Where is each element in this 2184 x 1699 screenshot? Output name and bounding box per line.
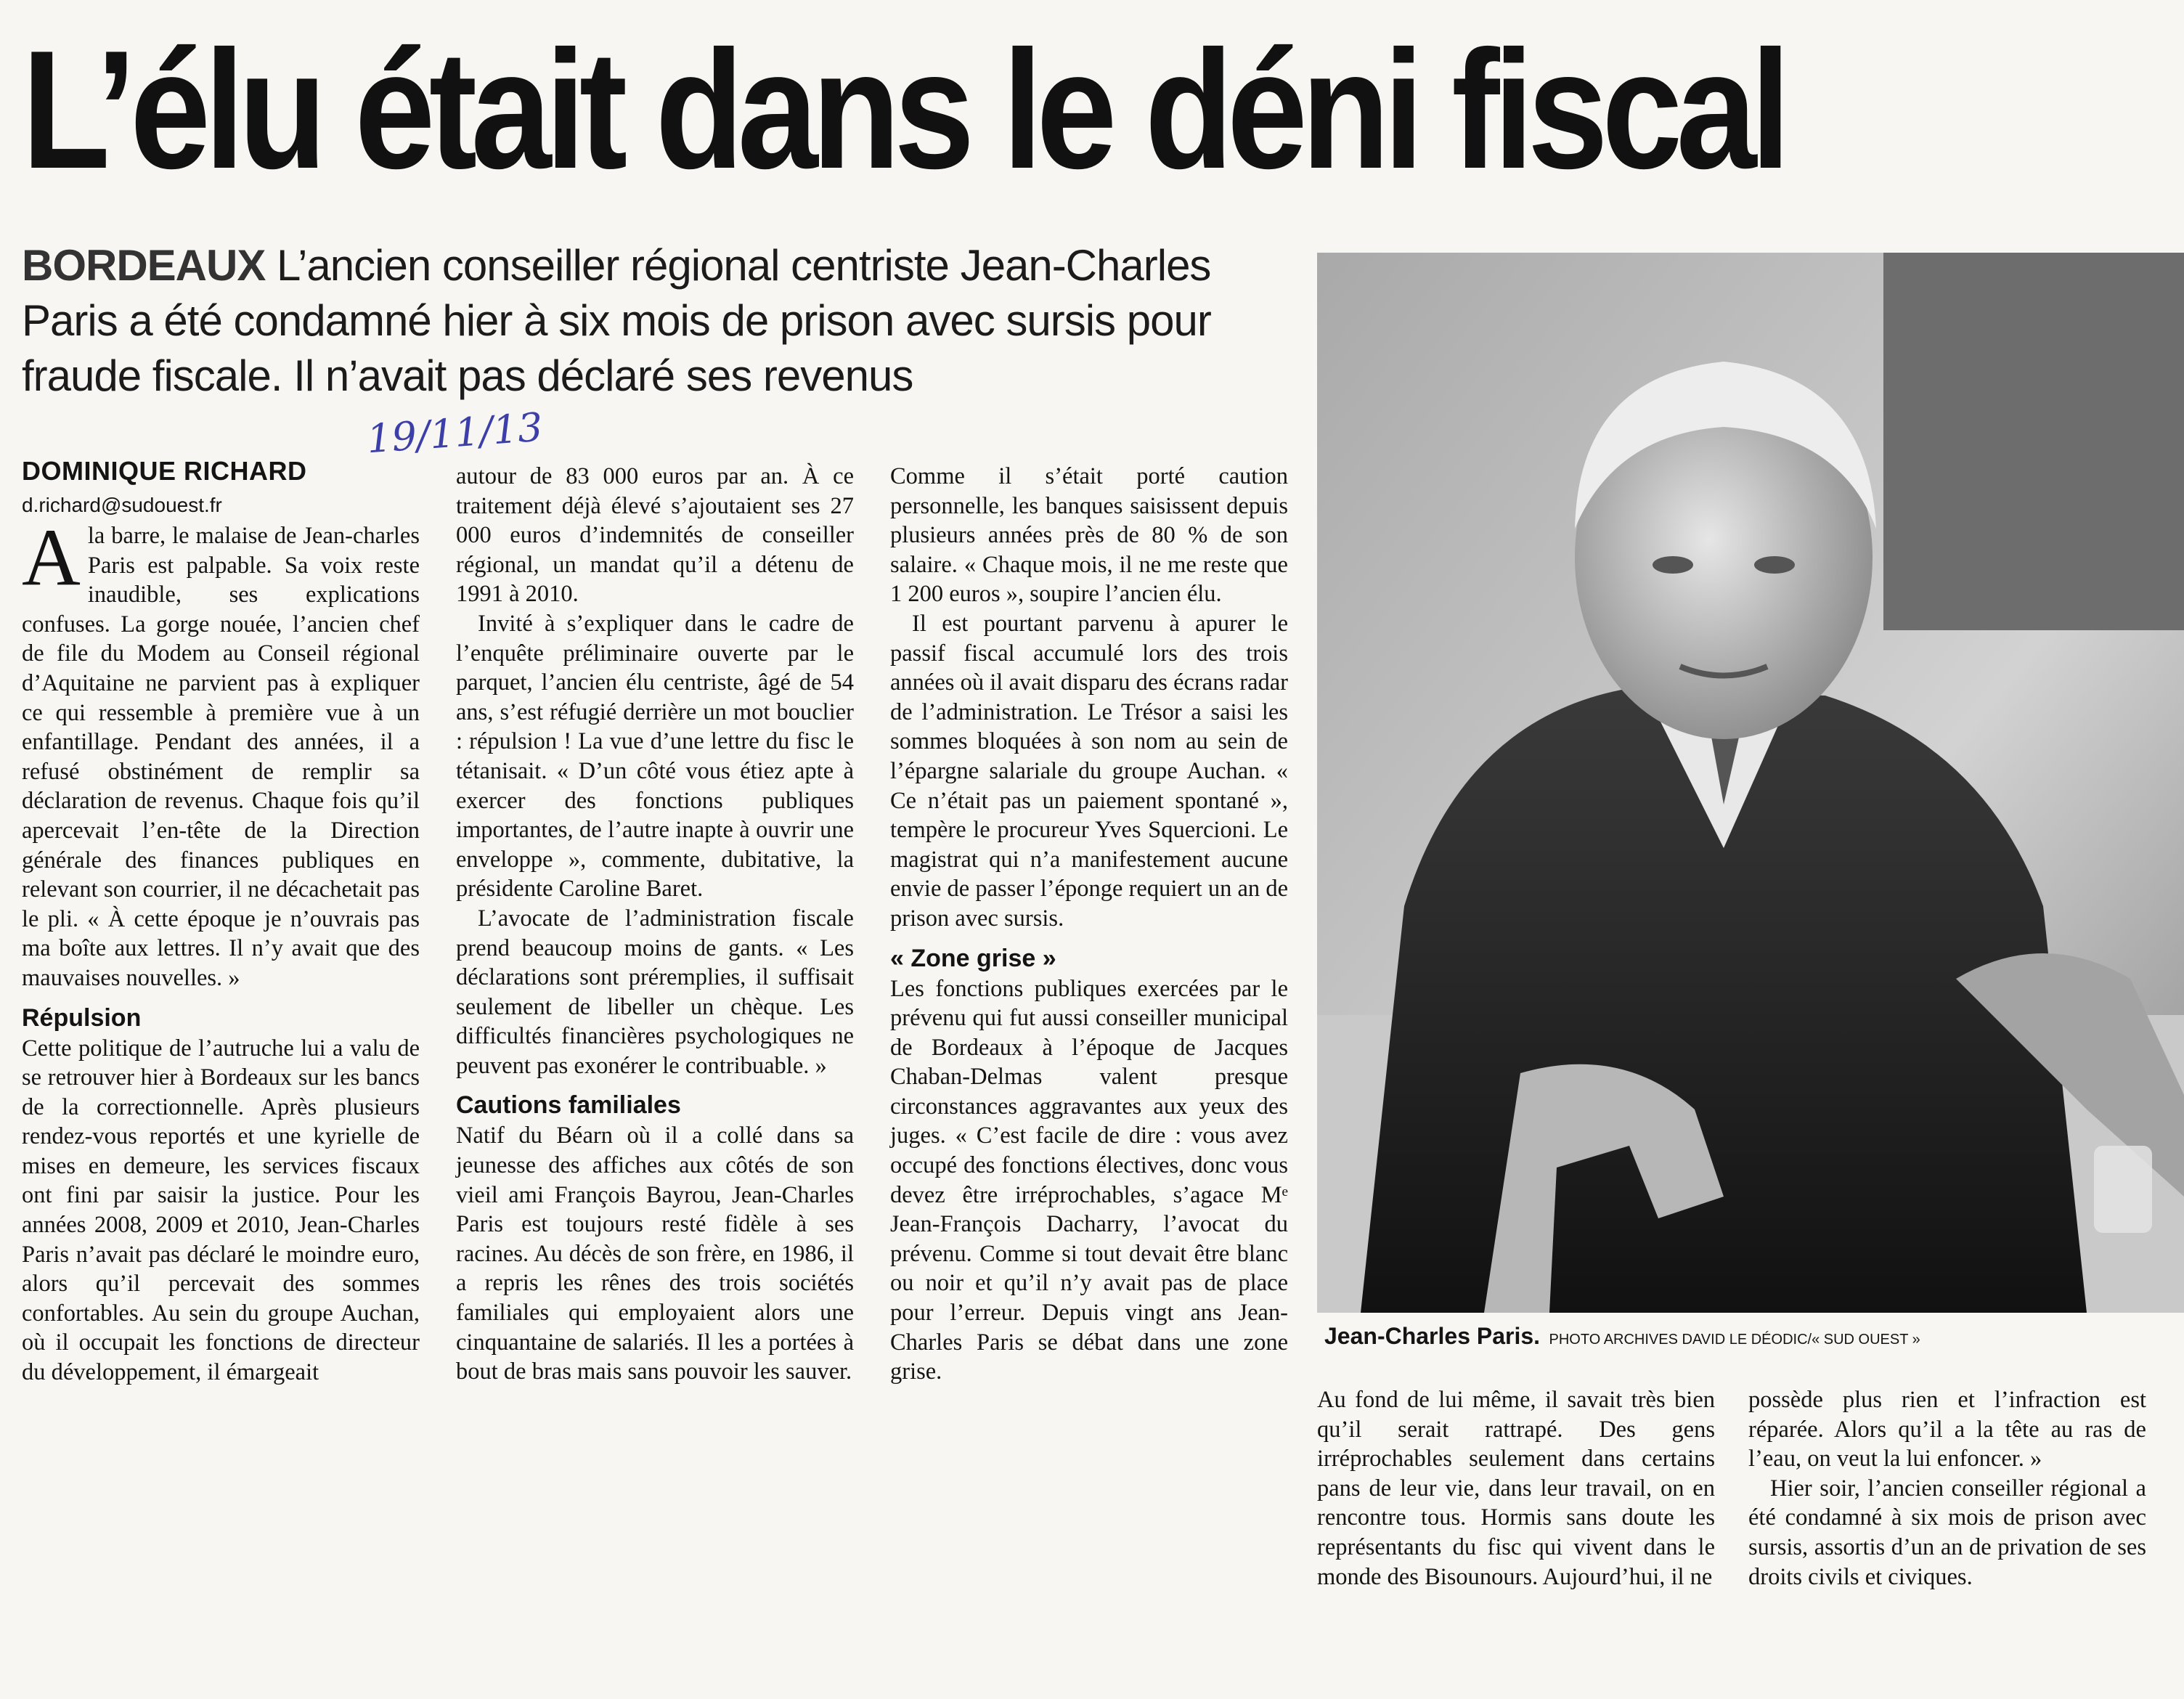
headline: L’élu était dans le déni fiscal <box>22 16 1785 204</box>
subhead <box>22 238 1314 404</box>
article-paragraph: Natif du Béarn où il a collé dans sa jeunesse des affiches aux côtés de son vieil ami François Bayrou, Jean-Charles Paris est toujours resté fidèle à ses racines. Au décès de son frère, en 1986, il a repris les rênes des trois sociétés familiales qui employaient alors une cinquantaine de salariés. Il les a portées à bout de bras mais sans pouvoir les sauver. <box>456 1123 854 1385</box>
section-heading-zone-grise: « Zone grise » <box>890 944 1056 972</box>
article-paragraph: Au fond de lui même, il savait très bien qu’il serait rattrapé. Des gens irréprochables seulement dans certains pans de leur vie, dans leur travail, on en rencontre tous. Hormis sans doute les représentants du fisc qui vivent dans le monde des Bisounours. Aujourd’hui, il ne <box>1317 1387 1715 1590</box>
article-column-2 <box>456 462 854 1387</box>
photo-caption <box>1324 1323 2181 1350</box>
article-paragraph <box>22 513 420 993</box>
article-column-3 <box>890 462 1288 1387</box>
article-paragraph: Il est pourtant parvenu à apurer le passif fiscal accumulé lors des trois années où il avait disparu des écrans radar de l’administration. Le Trésor a saisi les sommes bloquées à son nom au sein de l’épargne salariale du groupe Auchan. « Ce n’était pas un paiement spontané », tempère le procureur Yves Squercioni. Le magistrat qui n’a manifestement aucune envie de passer l’éponge requiert un an de prison avec sursis. <box>890 610 1288 932</box>
handwritten-date: 19/11/13 <box>365 404 545 463</box>
section-heading-repulsion: Répulsion <box>22 1003 142 1032</box>
author-email[interactable]: d.richard@sudouest.fr <box>22 494 222 516</box>
article-paragraph: Comme il s’était porté caution personnelle, les banques saisissent depuis plusieurs années près de 80 % de son salaire. « Chaque mois, il ne me reste que 1 200 euros », soupire l’ancien élu. <box>890 463 1288 608</box>
article-paragraph: L’avocate de l’administration fiscale prend beaucoup moins de gants. « Les déclarations sont préremplies, il suffisait seulement de libeller un chèque. Les difficultés financières psychologiques ne peuvent pas exonérer le contribuable. » <box>456 905 854 1079</box>
article-paragraph: Cette politique de l’autruche lui a valu de se retrouver hier à Bordeaux sur les bancs de la correctionnelle. Après plusieurs rendez-vous reportés et une kyrielle de mises en demeure, les services fiscaux ont fini par saisir la justice. Pour les années 2008, 2009 et 2010, Jean-Charles Paris n’avait pas déclaré le moindre euro, alors qu’il percevait des sommes confortables. Au sein du groupe Auchan, où il occupait les fonctions de directeur du développement, il émargeait <box>22 1035 420 1386</box>
article-paragraph: Hier soir, l’ancien conseiller régional a été condamné à six mois de prison avec sursis, assortis d’un an de privation de ses droits civils et civiques. <box>1748 1475 2146 1590</box>
article-paragraph: autour de 83 000 euros par an. À ce traitement déjà élevé s’ajoutaient ses 27 000 euros d’indemnités de conseiller régional, un mandat qu’il a détenu de 1991 à 2010. <box>456 463 854 608</box>
article-paragraph: Les fonctions publiques exercées par le prévenu qui fut aussi conseiller municipal de Bordeaux à l’époque de Jacques Chaban-Delmas valent presque circonstances aggravantes aux yeux des juges. « C’est facile de dire : vous avez occupé des fonctions électives, donc vous devez être irréprochables, s’agace Mᵉ Jean-François Dacharry, l’avocat du prévenu. Comme si tout devait être blanc ou noir et qu’il n’y avait pas de place pour l’erreur. Depuis vingt ans Jean-Charles Paris se débat dans une zone grise. <box>890 975 1288 1385</box>
article-column-4 <box>1317 1385 1715 1592</box>
article-paragraph: possède plus rien et l’infraction est réparée. Alors qu’il a la tête au ras de l’eau, on veut la lui enfoncer. » <box>1748 1387 2146 1472</box>
caption-name: Jean-Charles Paris. <box>1324 1323 1541 1349</box>
kicker: BORDEAUX <box>22 241 266 290</box>
caption-credit: PHOTO ARCHIVES DAVID LE DÉODIC/« SUD OUEST » <box>1549 1332 1920 1348</box>
paragraph-text: la barre, le malaise de Jean-charles Paris est palpable. Sa voix reste inaudible, ses explications confuses. La gorge nouée, l’ancien chef de file du Modem au Conseil régional d’Aquitaine ne parvient pas à expliquer ce qui ressemble à première vue à un enfantillage. Pendant des années, il a refusé obstinément de remplir sa déclaration de revenus. Chaque fois qu’il apercevait l’en-tête de la Direction générale des finances publiques en relevant son courrier, il ne décachetait pas le pli. « À cette époque je n’ouvrais pas ma boîte aux lettres. Il n’y avait que des mauvaises nouvelles. » <box>22 523 420 991</box>
article-column-1 <box>22 513 420 1388</box>
portrait-illustration <box>1317 253 2184 1313</box>
portrait-photo <box>1317 253 2184 1313</box>
article-paragraph: Invité à s’expliquer dans le cadre de l’enquête préliminaire ouverte par le parquet, l’ancien élu centriste, âgé de 54 ans, s’est réfugié derrière un mot bouclier : répulsion ! La vue d’une lettre du fisc le tétanisait. « D’un côté vous étiez apte à exercer des fonctions publiques importantes, de l’autre inapte à ouvrir une enveloppe », commente, dubitative, la présidente Caroline Baret. <box>456 610 854 903</box>
subhead-text: L’ancien conseiller régional centriste Jean-Charles Paris a été condamné hier à six mois de prison avec sursis pour fraude fiscale. Il n’avait pas déclaré ses revenus <box>22 241 1211 400</box>
section-heading-cautions: Cautions familiales <box>456 1091 681 1120</box>
article-column-5 <box>1748 1385 2146 1592</box>
drop-cap: A <box>22 513 81 603</box>
author-byline: DOMINIQUE RICHARD <box>22 456 307 486</box>
